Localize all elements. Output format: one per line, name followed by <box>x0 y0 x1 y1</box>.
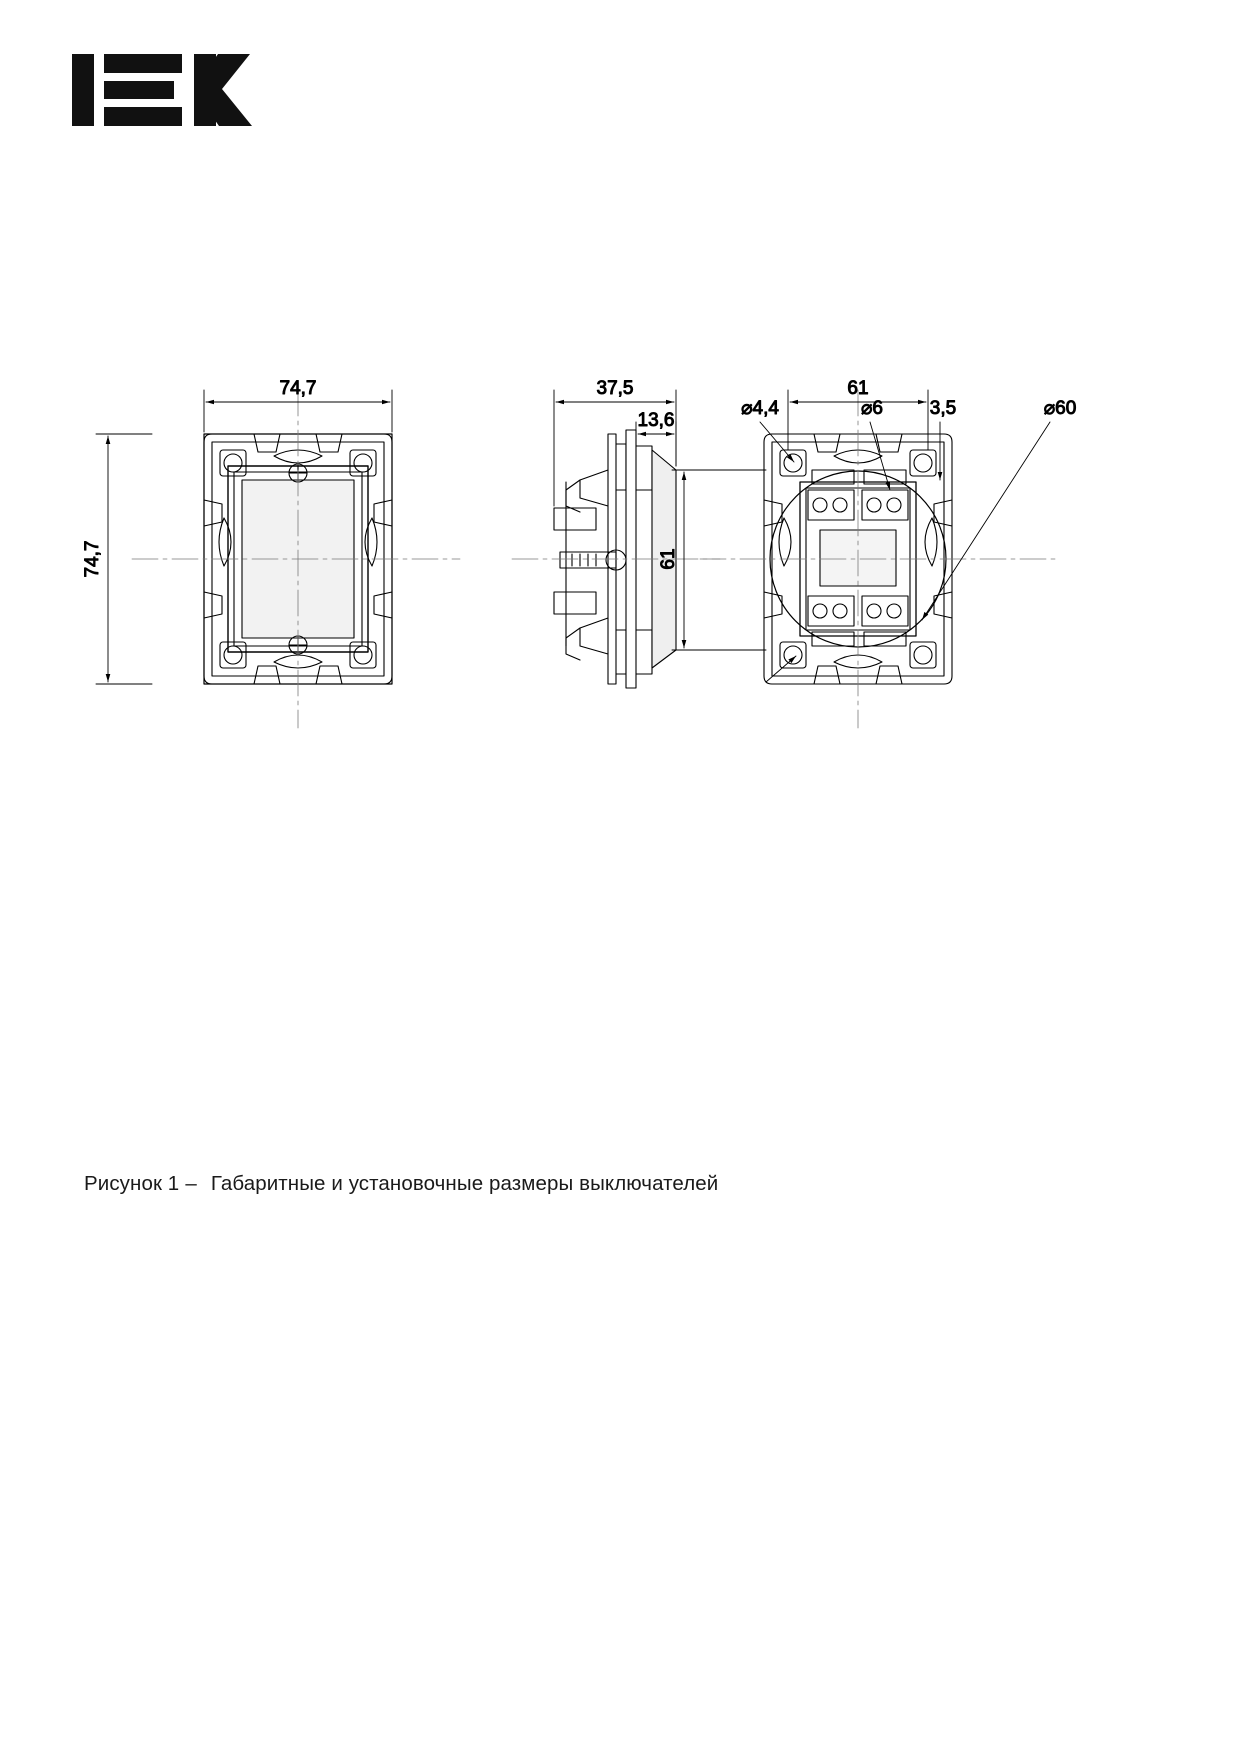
figure-caption <box>84 1172 718 1196</box>
dim-side-front-depth: 13,6 <box>637 410 675 431</box>
dim-side-depth: 37,5 <box>596 378 634 399</box>
side-view <box>512 378 720 688</box>
dim-gap-35: 3,5 <box>929 398 957 419</box>
figure-caption-number: Рисунок 1 <box>84 1172 180 1195</box>
technical-drawing <box>60 330 1120 750</box>
dim-hole-d6: ⌀6 <box>860 398 884 419</box>
dim-front-height: 74,7 <box>82 540 103 578</box>
rear-view <box>658 378 1076 728</box>
dim-front-width: 74,7 <box>279 378 317 399</box>
dim-circle-d60: ⌀60 <box>1043 398 1077 419</box>
front-view <box>82 378 460 728</box>
figure-caption-dash: – <box>185 1172 197 1195</box>
dim-rear-height: 61 <box>658 548 679 570</box>
dim-rear-width: 61 <box>847 378 869 399</box>
dim-hole-d44: ⌀4,4 <box>741 398 779 419</box>
figure-caption-text: Габаритные и установочные размеры выключателей <box>210 1172 719 1195</box>
iek-logo <box>72 48 272 132</box>
